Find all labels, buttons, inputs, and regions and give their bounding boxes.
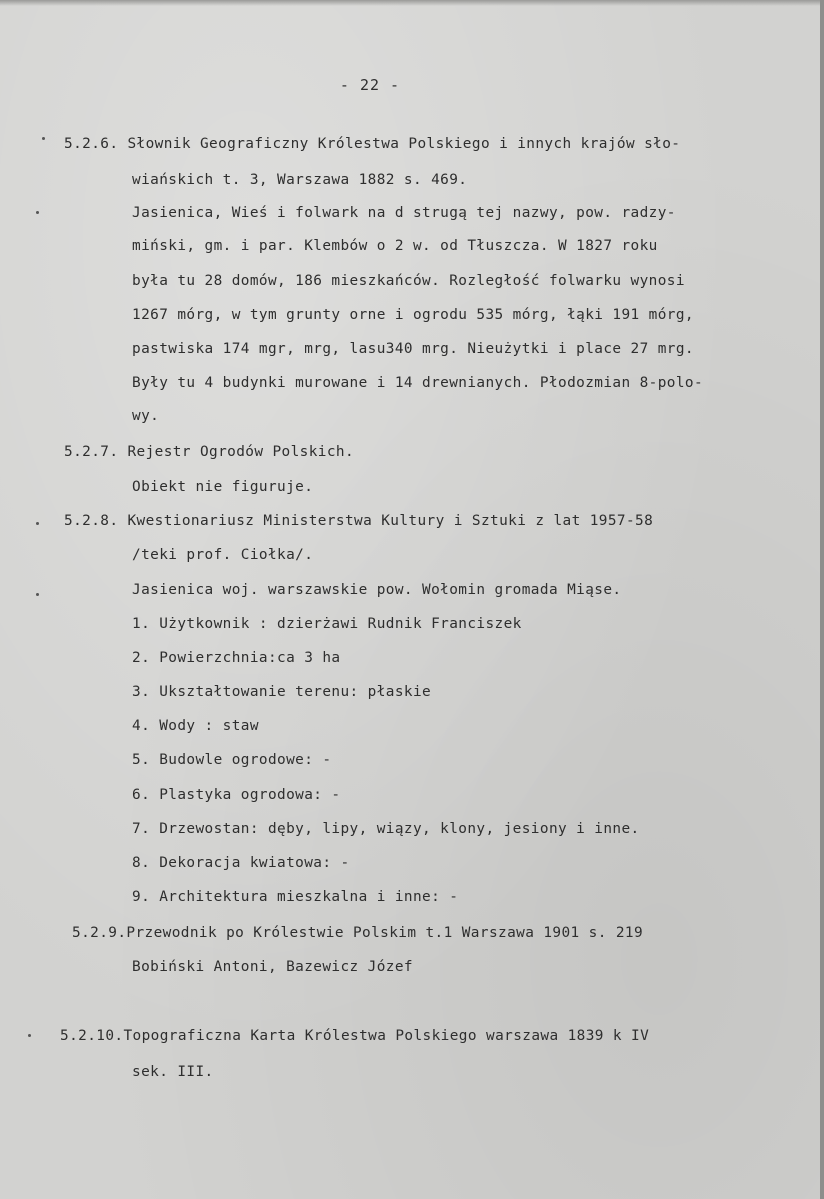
text-line: wy. [132,408,160,424]
text-line-5-2-8-heading: 5.2.8. Kwestionariusz Ministerstwa Kultury i Sztuki z lat 1957-58 [64,513,654,529]
questionnaire-item: 3. Ukształtowanie terenu: płaskie [132,684,432,700]
text-line: Jasienica, Wieś i folwark na d strugą tej nazwy, pow. radzy- [132,205,676,221]
text-line: wiańskich t. 3, Warszawa 1882 s. 469. [132,172,468,188]
text-line: sek. III. [132,1064,214,1080]
margin-dot [36,522,39,525]
text-line: miński, gm. i par. Klembów o 2 w. od Tłuszcza. W 1827 roku [132,238,658,254]
text-line: Bobiński Antoni, Bazewicz Józef [132,959,413,975]
questionnaire-item: 8. Dekoracja kwiatowa: - [132,855,350,871]
questionnaire-item: 1. Użytkownik : dzierżawi Rudnik Franciszek [132,616,522,632]
page-right-edge [820,0,824,1199]
questionnaire-item: 5. Budowle ogrodowe: - [132,752,332,768]
text-line-5-2-7-heading: 5.2.7. Rejestr Ogrodów Polskich. [64,444,355,460]
page-top-shadow [0,0,824,6]
margin-dot [42,137,45,140]
questionnaire-item: 6. Plastyka ogrodowa: - [132,787,341,803]
text-line: Jasienica woj. warszawskie pow. Wołomin gromada Miąse. [132,582,622,598]
text-line: była tu 28 domów, 186 mieszkańców. Rozległość folwarku wynosi [132,273,685,289]
margin-dot [28,1034,31,1037]
questionnaire-item: 9. Architektura mieszkalna i inne: - [132,889,459,905]
questionnaire-item: 2. Powierzchnia:ca 3 ha [132,650,341,666]
text-line-5-2-9-heading: 5.2.9.Przewodnik po Królestwie Polskim t.1 Warszawa 1901 s. 219 [72,925,644,941]
margin-dot [36,211,39,214]
text-line-5-2-6-heading: 5.2.6. Słownik Geograficzny Królestwa Polskiego i innych krajów sło- [64,136,681,152]
page-number: - 22 - [339,76,401,94]
questionnaire-item: 4. Wody : staw [132,718,259,734]
text-line-5-2-10-heading: 5.2.10.Topograficzna Karta Królestwa Polskiego warszawa 1839 k IV [60,1028,650,1044]
text-line: Obiekt nie figuruje. [132,479,314,495]
text-line: pastwiska 174 mgr, mrg, lasu340 mrg. Nieużytki i place 27 mrg. [132,341,694,357]
margin-dot [36,593,39,596]
text-line: Były tu 4 budynki murowane i 14 drewnianych. Płodozmian 8-polo- [132,375,704,391]
text-line: /teki prof. Ciołka/. [132,547,314,563]
questionnaire-item: 7. Drzewostan: dęby, lipy, wiązy, klony, jesiony i inne. [132,821,640,837]
text-line: 1267 mórg, w tym grunty orne i ogrodu 535 mórg, łąki 191 mórg, [132,307,694,323]
